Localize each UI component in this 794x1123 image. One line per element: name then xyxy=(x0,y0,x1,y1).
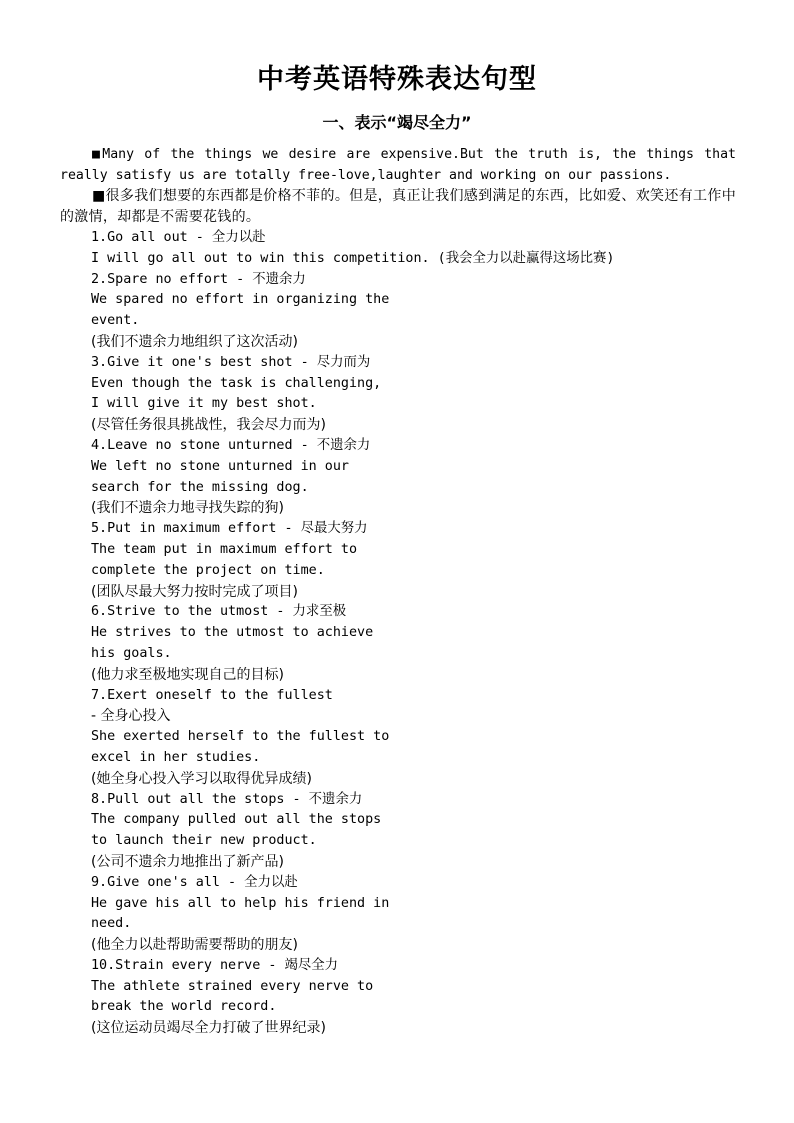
expression-line: break the world record. xyxy=(91,999,277,1015)
expression-line: I will go all out to win this competition. (我会全力以赴赢得这场比赛) xyxy=(91,250,615,266)
expression-line: 9.Give one's all - 全力以赴 xyxy=(91,874,298,890)
expression-line: excel in her studies. xyxy=(91,749,261,765)
expression-line: his goals. xyxy=(91,645,172,661)
expression-line: (公司不遗余力地推出了新产品) xyxy=(91,853,284,870)
expression-line: (尽管任务很具挑战性，我会尽力而为) xyxy=(91,417,326,434)
expression-line: 6.Strive to the utmost - 力求至极 xyxy=(91,604,347,620)
expression-line: The team put in maximum effort to xyxy=(91,541,358,557)
expression-line: 3.Give it one's best shot - 尽力而为 xyxy=(91,354,371,370)
expression-line: (我们不遗余力地组织了这次活动) xyxy=(91,333,298,350)
expression-line: 8.Pull out all the stops - 不遗余力 xyxy=(91,791,363,807)
expression-line: We spared no effort in organizing the xyxy=(91,292,390,308)
expression-line: We left no stone unturned in our xyxy=(91,458,349,474)
expression-line: I will give it my best shot. xyxy=(91,396,317,412)
expression-line: She exerted herself to the fullest to xyxy=(91,729,390,745)
expression-line: complete the project on time. xyxy=(91,562,325,578)
document-title: 中考英语特殊表达句型 xyxy=(257,64,537,95)
expression-line: need. xyxy=(91,916,132,932)
expression-line: 10.Strain every nerve - 竭尽全力 xyxy=(91,957,339,973)
expression-list xyxy=(91,228,751,1039)
expression-line: (团队尽最大努力按时完成了项目) xyxy=(91,583,298,600)
intro-english-paragraph: ■Many of the things we desire are expensive.But the truth is, the things that really satisfy us are totally free-love,laughter and working on our passions. xyxy=(60,147,736,183)
expression-line: to launch their new product. xyxy=(91,833,317,849)
expression-line: (他全力以赴帮助需要帮助的朋友) xyxy=(91,937,298,954)
expression-line: search for the missing dog. xyxy=(91,479,309,495)
expression-line: 7.Exert oneself to the fullest xyxy=(91,687,333,703)
expression-line: He strives to the utmost to achieve xyxy=(91,625,374,641)
expression-line: (我们不遗余力地寻找失踪的狗) xyxy=(91,500,284,517)
expression-line: - 全身心投入 xyxy=(91,708,171,725)
expression-line: The athlete strained every nerve to xyxy=(91,978,374,994)
section-heading: 一、表示“竭尽全力” xyxy=(322,113,472,132)
intro-chinese-paragraph: ■很多我们想要的东西都是价格不菲的。但是，真正让我们感到满足的东西，比如爱、欢笑还有工作中的激情，却都是不需要花钱的。 xyxy=(60,188,736,225)
expression-line: 2.Spare no effort - 不遗余力 xyxy=(91,271,306,287)
expression-line: (她全身心投入学习以取得优异成绩) xyxy=(91,770,312,787)
expression-line: (这位运动员竭尽全力打破了世界纪录) xyxy=(91,1020,326,1037)
expression-line: event. xyxy=(91,313,140,329)
expression-line: He gave his all to help his friend in xyxy=(91,895,390,911)
expression-line: 4.Leave no stone unturned - 不遗余力 xyxy=(91,437,371,453)
expression-line: Even though the task is challenging, xyxy=(91,375,382,391)
expression-line: 5.Put in maximum effort - 尽最大努力 xyxy=(91,521,368,537)
expression-line: 1.Go all out - 全力以赴 xyxy=(91,230,266,245)
expression-line: The company pulled out all the stops xyxy=(91,812,382,828)
expression-line: (他力求至极地实现自己的目标) xyxy=(91,666,284,683)
